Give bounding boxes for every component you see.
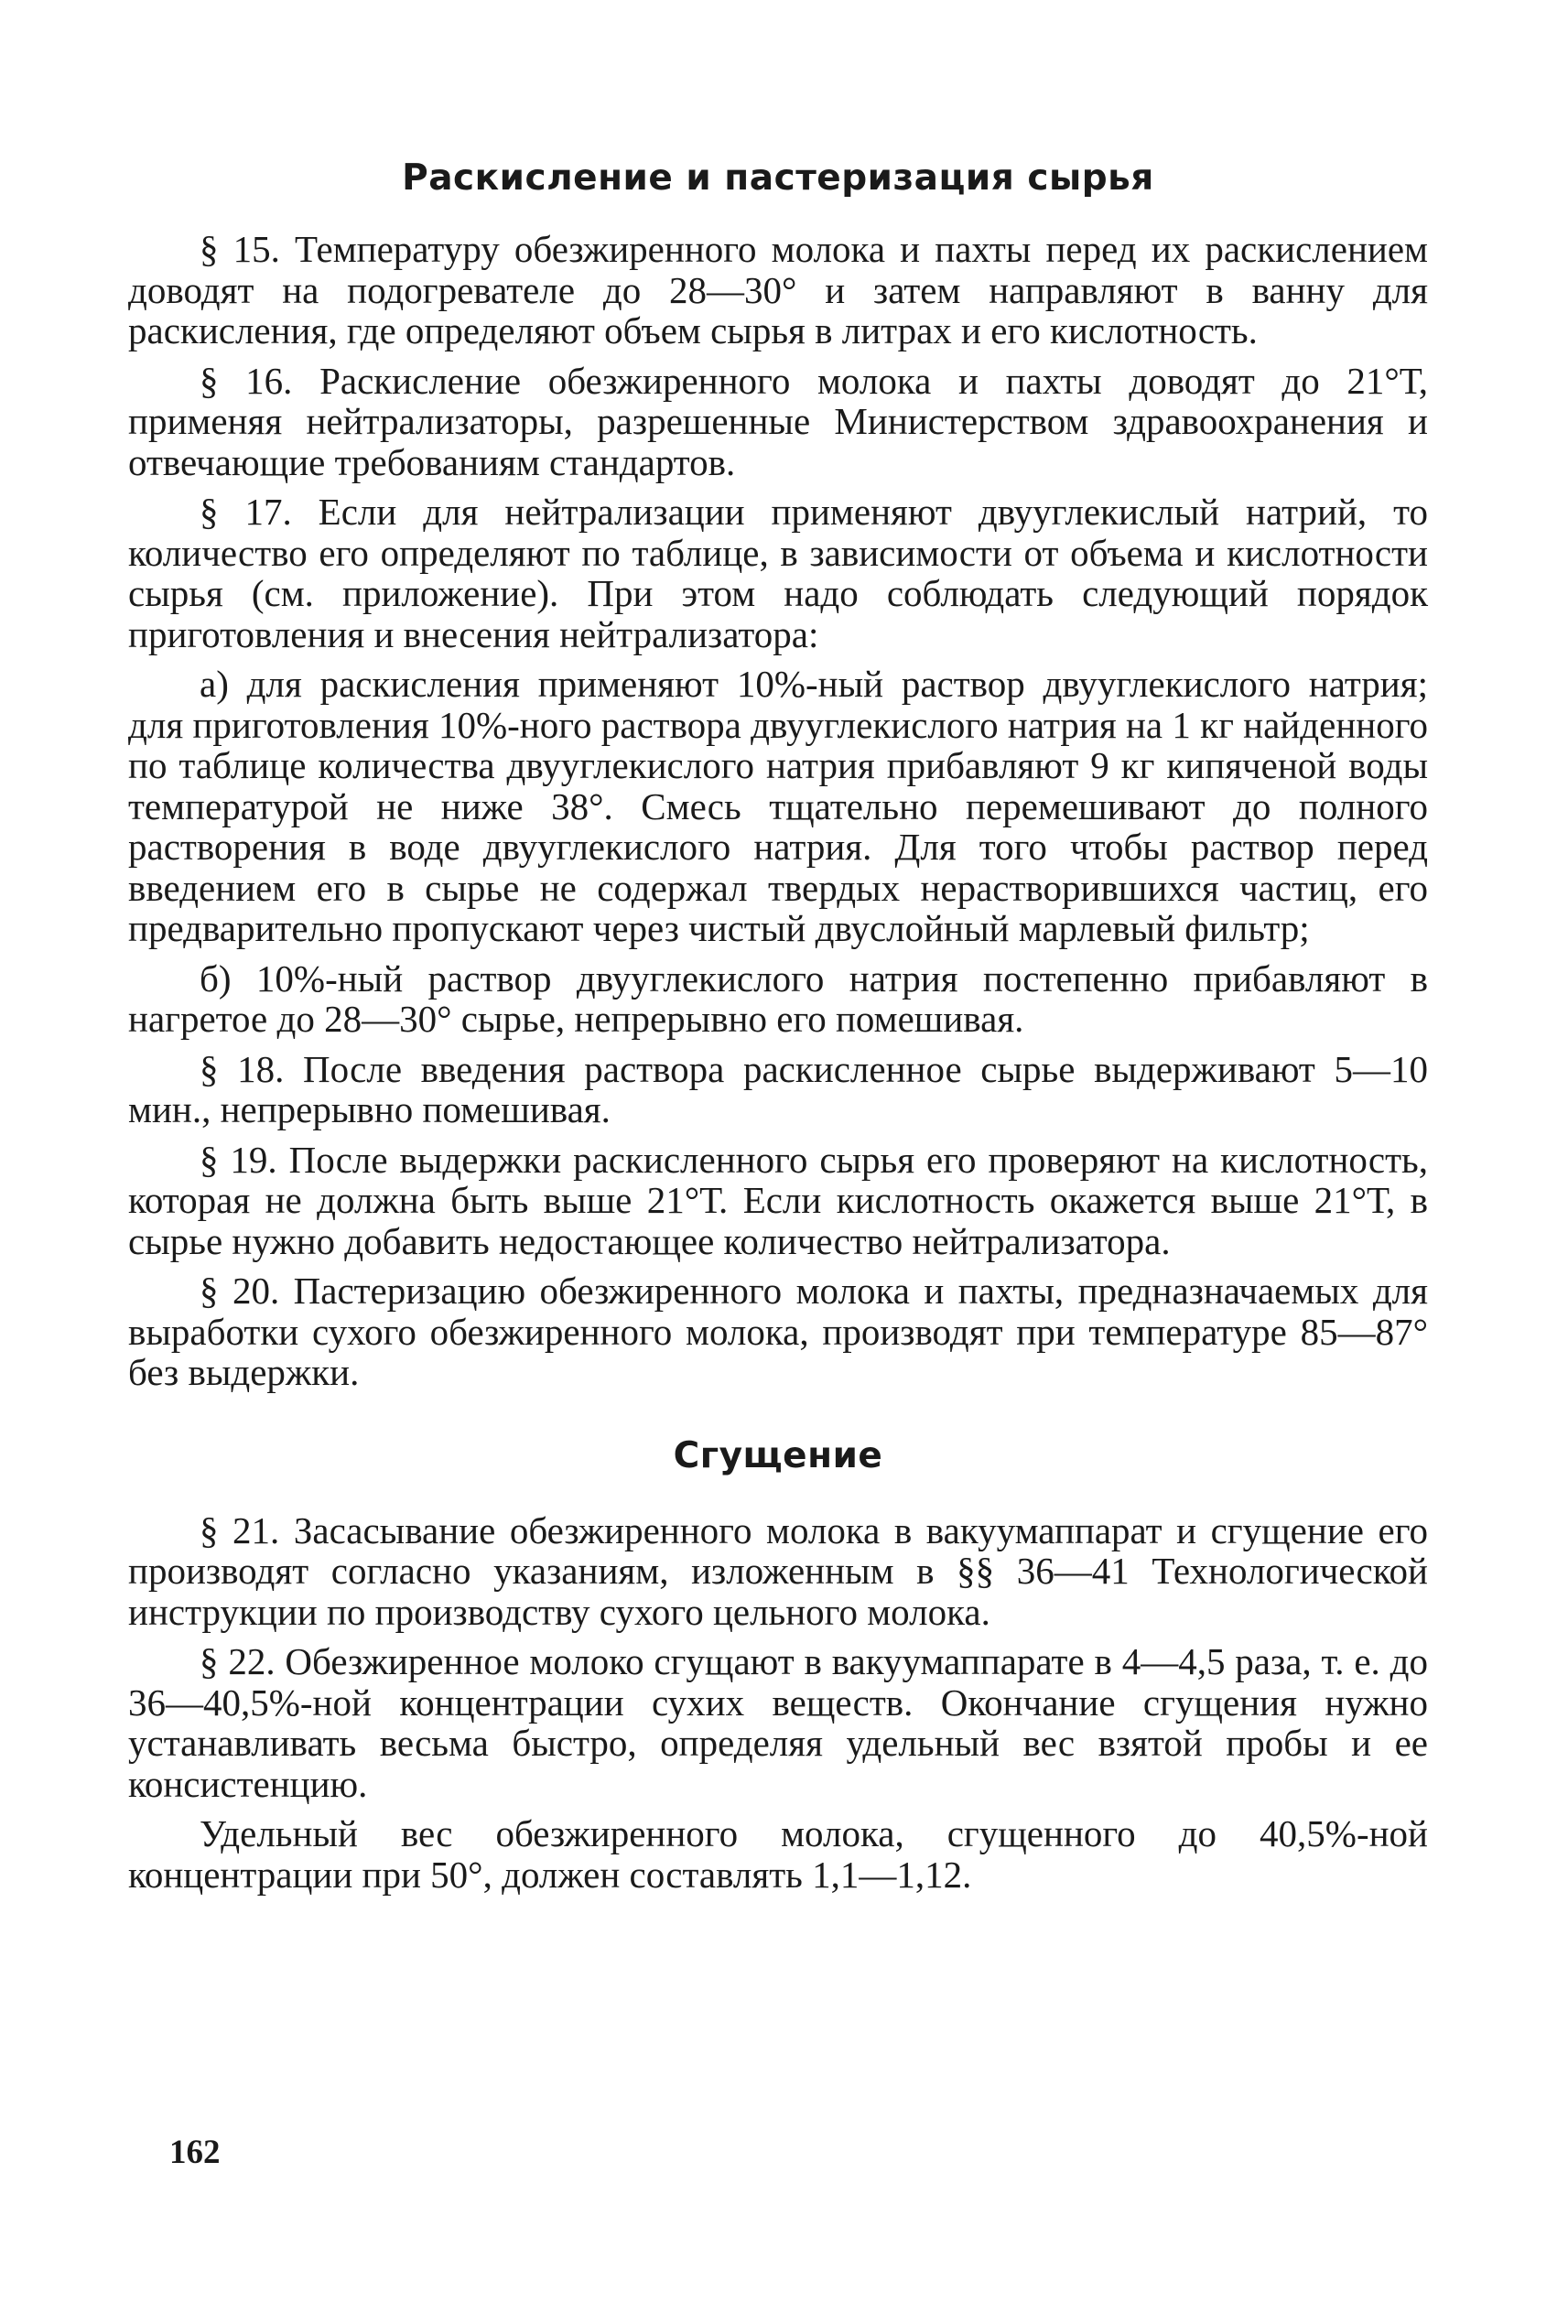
section-heading-condensing: Сгущение xyxy=(673,1434,883,1476)
paragraph-18: § 18. После введения раствора раскисленное сырье выдерживают 5—10 мин., непрерывно помешивая. xyxy=(128,1047,1428,1130)
paragraph-21: § 21. Засасывание обезжиренного молока в вакуумаппарат и сгущение его производят согласно указаниям, изложенным в §§ 36—41 Технологической инструкции по производству сухого цельного молока. xyxy=(128,1508,1428,1633)
paragraph-16: § 16. Раскисление обезжиренного молока и пахты доводят до 21°Т, применяя нейтрализаторы, разрешенные Министерством здравоохранения и отвечающие требованиям стандартов. xyxy=(128,359,1428,483)
paragraph-20: § 20. Пастеризацию обезжиренного молока и пахты, предназначаемых для выработки сухого обезжиренного молока, производят при температуре 85—87° без выдержки. xyxy=(128,1270,1428,1393)
paragraph-17b: б) 10%-ный раствор двууглекислого натрия постепенно прибавляют в нагретое до 28—30° сырье, непрерывно его помешивая. xyxy=(128,957,1428,1040)
page-body xyxy=(128,156,1428,1904)
paragraph-17a: а) для раскисления применяют 10%-ный раствор двууглекислого натрия; для приготовления 10%-ного раствора двууглекислого натрия на 1 кг найденного по таблице количества двууглекислого натрия прибавляют 9 кг кипяченой воды температурой не ниже 38°. Смесь тщательно перемешивают до полного растворения в воде двууглекислого натрия. Для того чтобы раствор перед введением его в сырье не содержал твердых нерастворившихся частиц, его предварительно пропускают через чистый двуслойный марлевый фильтр; xyxy=(128,663,1428,949)
paragraph-15: § 15. Температуру обезжиренного молока и пахты перед их раскислением доводят на подогревателе до 28—30° и затем направляют в ванну для раскисления, где определяют объем сырья в литрах и его кислотность. xyxy=(128,228,1428,351)
section-heading-deacidification: Раскисление и пастеризация сырья xyxy=(402,157,1154,199)
paragraph-17: § 17. Если для нейтрализации применяют двууглекислый натрий, то количество его определяют по таблице, в зависимости от объема и кислотности сырья (см. приложение). При этом надо соблюдать следующий порядок приготовления и внесения нейтрализатора: xyxy=(128,491,1428,655)
paragraph-22: § 22. Обезжиренное молоко сгущают в вакуумаппарате в 4—4,5 раза, т. е. до 36—40,5%-ной концентрации сухих веществ. Окончание сгущения нужно устанавливать весьма быстро, определяя удельный вес взятой пробы и ее консистенцию. xyxy=(128,1640,1428,1805)
page-number: 162 xyxy=(169,2134,221,2171)
paragraph-19: § 19. После выдержки раскисленного сырья его проверяют на кислотность, которая не должна быть выше 21°Т. Если кислотность окажется выше 21°Т, в сырье нужно добавить недостающее количество нейтрализатора. xyxy=(128,1138,1428,1262)
paragraph-specific-gravity: Удельный вес обезжиренного молока, сгущенного до 40,5%-ной концентрации при 50°, должен составлять 1,1—1,12. xyxy=(128,1812,1428,1896)
